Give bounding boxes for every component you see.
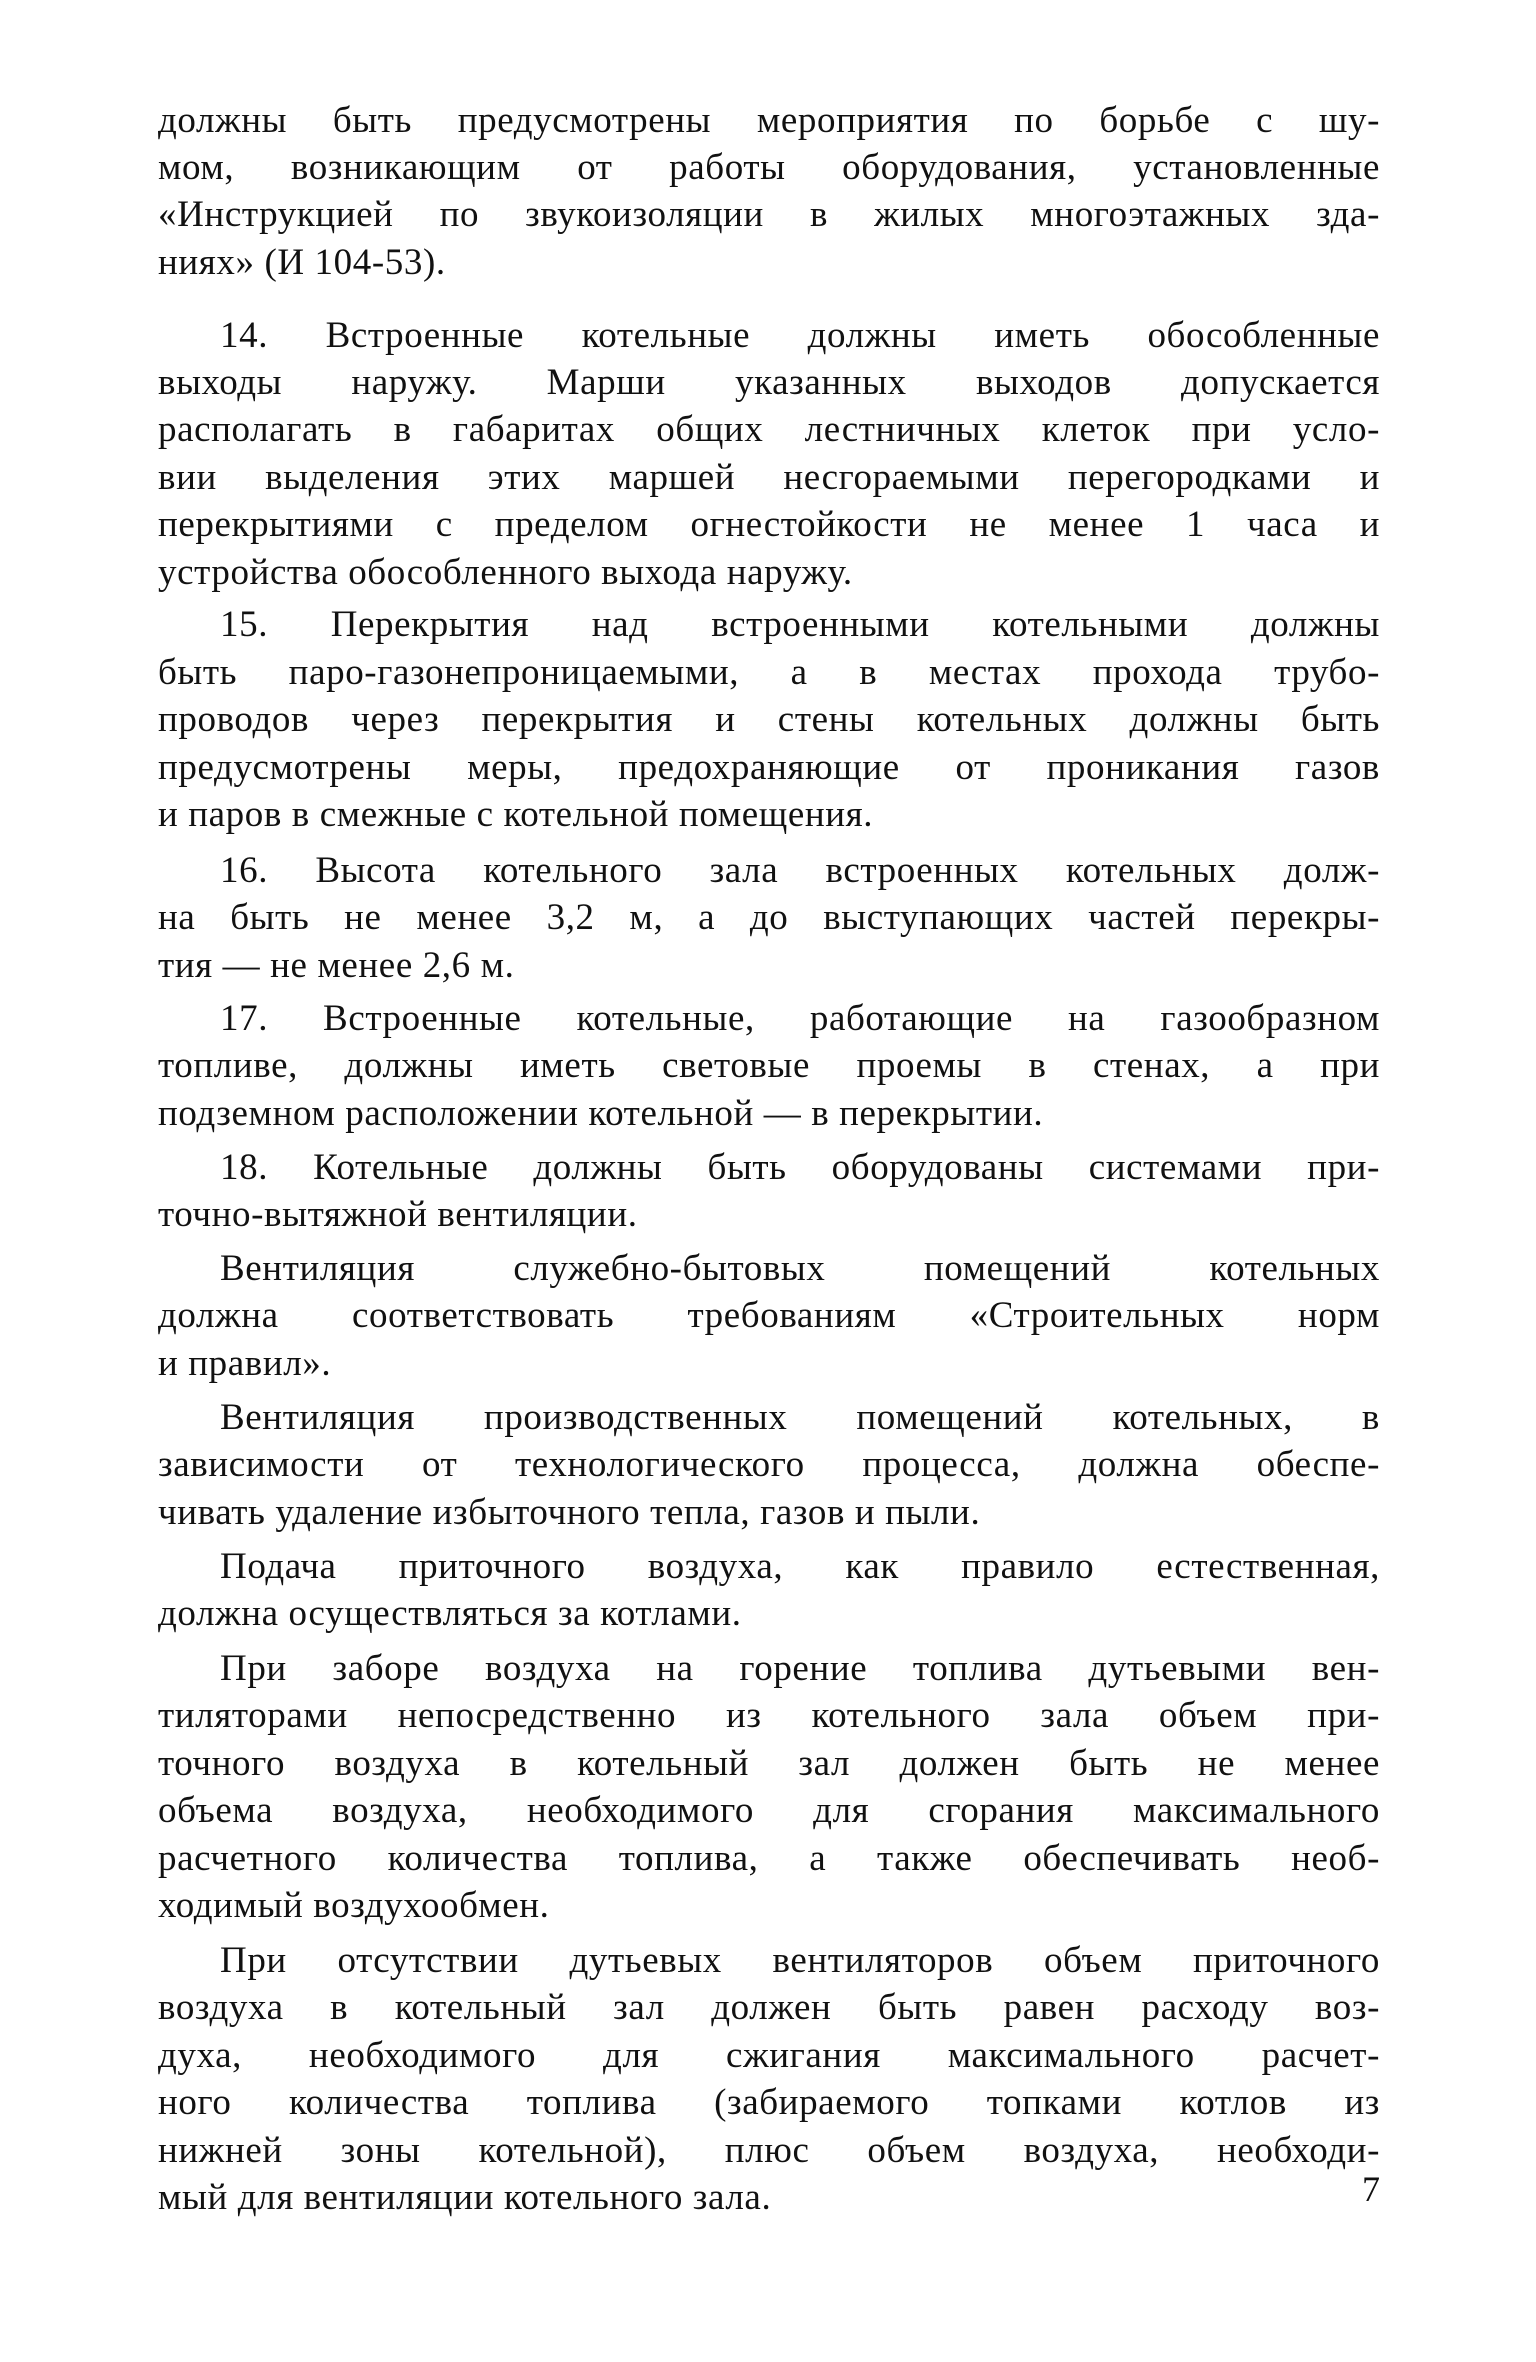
text-line: точно-вытяжной вентиляции. xyxy=(158,1194,638,1235)
text-line: должна соответствовать требованиям «Строительных норм xyxy=(158,1295,1380,1336)
paragraph-first-line: Вентиляция служебно-бытовых помещений котельных xyxy=(220,1248,1380,1289)
text-line: воздуха в котельный зал должен быть равен расходу воз- xyxy=(158,1987,1380,2028)
paragraph-first-line: Подача приточного воздуха, как правило естественная, xyxy=(220,1546,1380,1587)
text-line: тия — не менее 2,6 м. xyxy=(158,945,515,986)
text-line: зависимости от технологического процесса, должна обеспе- xyxy=(158,1444,1380,1485)
text-line: мом, возникающим от работы оборудования, установленные xyxy=(158,147,1380,188)
text-line: тиляторами непосредственно из котельного зала объем при- xyxy=(158,1695,1380,1736)
text-line: и правил». xyxy=(158,1343,332,1384)
text-line: вии выделения этих маршей несгораемыми перегородками и xyxy=(158,457,1380,498)
text-line: быть паро-газонепроницаемыми, а в местах прохода трубо- xyxy=(158,652,1380,693)
page-number: 7 xyxy=(1362,2169,1380,2209)
paragraph-15-first-line: 15. Перекрытия над встроенными котельными должны xyxy=(220,604,1380,645)
text-line: располагать в габаритах общих лестничных клеток при усло- xyxy=(158,409,1380,450)
paragraph-first-line: Вентиляция производственных помещений котельных, в xyxy=(220,1397,1380,1438)
text-line: должны быть предусмотрены мероприятия по борьбе с шу- xyxy=(158,100,1380,141)
paragraph-14-first-line: 14. Встроенные котельные должны иметь обособленные xyxy=(220,315,1380,356)
text-line: объема воздуха, необходимого для сгорания максимального xyxy=(158,1790,1380,1831)
text-line: расчетного количества топлива, а также обеспечивать необ- xyxy=(158,1838,1380,1879)
text-line: выходы наружу. Марши указанных выходов допускается xyxy=(158,362,1380,403)
text-line: чивать удаление избыточного тепла, газов и пыли. xyxy=(158,1492,981,1533)
paragraph-16-first-line: 16. Высота котельного зала встроенных котельных долж- xyxy=(220,850,1380,891)
paragraph-first-line: При отсутствии дутьевых вентиляторов объем приточного xyxy=(220,1940,1380,1981)
paragraph-17-first-line: 17. Встроенные котельные, работающие на газообразном xyxy=(220,998,1380,1039)
text-line: ходимый воздухообмен. xyxy=(158,1885,550,1926)
text-line: духа, необходимого для сжигания максимального расчет- xyxy=(158,2035,1380,2076)
text-line: устройства обособленного выхода наружу. xyxy=(158,552,853,593)
text-line: мый для вентиляции котельного зала. xyxy=(158,2177,772,2218)
text-line: «Инструкцией по звукоизоляции в жилых многоэтажных зда- xyxy=(158,194,1380,235)
text-line: на быть не менее 3,2 м, а до выступающих частей перекры- xyxy=(158,897,1380,938)
paragraph-first-line: При заборе воздуха на горение топлива дутьевыми вен- xyxy=(220,1648,1380,1689)
paragraph-18-first-line: 18. Котельные должны быть оборудованы системами при- xyxy=(220,1147,1380,1188)
text-line: ного количества топлива (забираемого топками котлов из xyxy=(158,2082,1380,2123)
text-line: подземном расположении котельной — в перекрытии. xyxy=(158,1093,1044,1134)
text-line: проводов через перекрытия и стены котельных должны быть xyxy=(158,699,1380,740)
text-line: ниях» (И 104-53). xyxy=(158,242,446,283)
text-line: топливе, должны иметь световые проемы в стенах, а при xyxy=(158,1045,1380,1086)
text-line: и паров в смежные с котельной помещения. xyxy=(158,794,874,835)
text-line: перекрытиями с пределом огнестойкости не менее 1 часа и xyxy=(158,504,1380,545)
text-line: точного воздуха в котельный зал должен быть не менее xyxy=(158,1743,1380,1784)
text-line: должна осуществляться за котлами. xyxy=(158,1593,742,1634)
text-line: нижней зоны котельной), плюс объем воздуха, необходи- xyxy=(158,2130,1380,2171)
text-line: предусмотрены меры, предохраняющие от проникания газов xyxy=(158,747,1380,788)
